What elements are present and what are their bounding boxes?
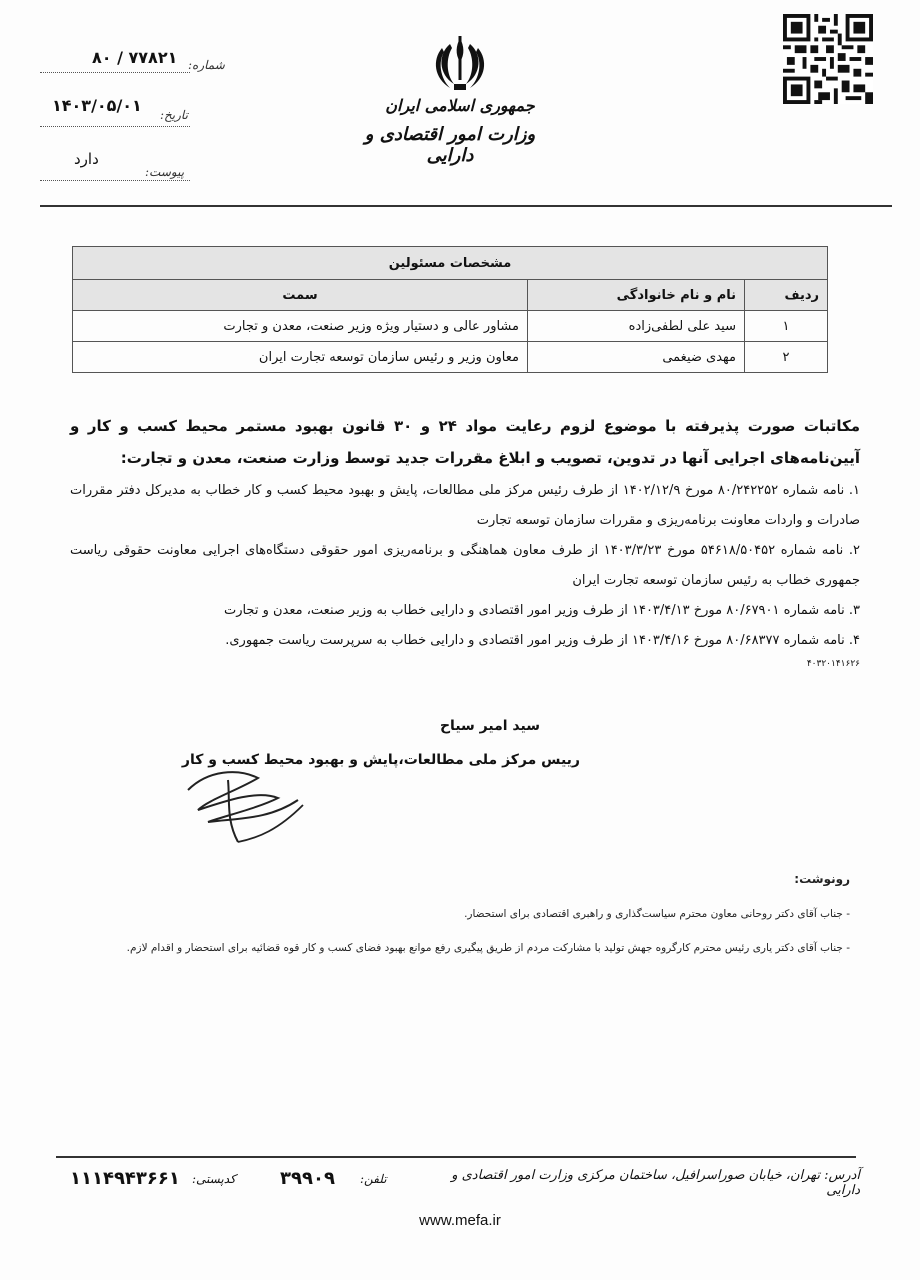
responsibles-table	[72, 246, 828, 373]
handwritten-signature-icon	[168, 760, 328, 850]
country-name: جمهوری اسلامی ایران	[385, 96, 535, 115]
cc-item: - جناب آقای دکتر روحانی معاون محترم سیاست‌گذاری و راهبری اقتصادی برای استحضار.	[464, 908, 850, 920]
row-position: مشاور عالی و دستیار ویژه وزیر صنعت، معدن و تجارت	[73, 311, 528, 342]
row-position: معاون وزیر و رئیس سازمان توسعه تجارت ایران	[73, 342, 528, 373]
column-header-position: سمت	[73, 280, 528, 311]
postal-label: کدپستی:	[192, 1172, 236, 1186]
website-link[interactable]: www.mefa.ir	[419, 1212, 501, 1229]
table-row	[73, 311, 828, 342]
footer-phone: ۳۹۹۰۹	[280, 1168, 335, 1189]
date-label: تاریخ:	[160, 108, 188, 122]
body-item: ۱. نامه شماره ۸۰/۲۴۲۲۵۲ مورخ ۱۴۰۲/۱۲/۹ از طرف رئیس مرکز ملی مطالعات، پایش و بهبود محیط کسب و کار خطاب به مدیرکل دفتر مقررات صادرات و واردات معاونت برنامه‌ریزی و مقررات سازمان توسعه تجارت	[70, 483, 860, 528]
body-item: ۴. نامه شماره ۸۰/۶۸۳۷۷ مورخ ۱۴۰۳/۴/۱۶ از طرف وزیر امور اقتصادی و دارایی خطاب به سرپرست ریاست جمهوری.	[225, 633, 860, 648]
header-divider	[40, 205, 892, 207]
cc-item: - جناب آقای دکتر یاری رئیس محترم کارگروه جهش تولید با مشارکت مردم از طریق پیگیری رفع موانع بهبود فضای کسب و کار قوه قضائیه برای استحضار و اقدام لازم.	[126, 942, 850, 954]
signer-name: سید امیر سیاح	[439, 718, 541, 734]
column-header-name: نام و نام خانوادگی	[528, 280, 745, 311]
letter-number: ۸۰ / ۷۷۸۲۱	[92, 48, 178, 67]
qr-code-icon	[782, 14, 874, 104]
table-row	[73, 342, 828, 373]
footer-address: آدرس: تهران، خیابان صوراسرافیل، ساختمان مرکزی وزارت امور اقتصادی و دارایی	[451, 1168, 860, 1198]
table-title: مشخصات مسئولین	[73, 247, 828, 280]
letter-body	[70, 410, 860, 672]
body-heading: مکاتبات صورت پذیرفته با موضوع لزوم رعایت مواد ۲۴ و ۳۰ قانون بهبود مستمر محیط کسب و کار و آیین‌نامه‌های اجرایی آنها در تدوین، تصویب و ابلاغ مقررات جدید توسط وزارت صنعت، معدن و تجارت:	[70, 417, 860, 467]
row-index: ۱	[745, 311, 828, 342]
ministry-name: وزارت امور اقتصادی و دارایی	[364, 124, 536, 166]
signer-title: رییس مرکز ملی مطالعات،پایش و بهبود محیط کسب و کار	[181, 752, 580, 768]
attachment-value: دارد	[74, 150, 99, 168]
footer-postal-code: ۱۱۱۴۹۴۳۶۶۱	[70, 1168, 180, 1189]
cc-label: رونوشت:	[794, 872, 850, 886]
attachment-label: پیوست:	[145, 165, 185, 179]
row-name: مهدی ضیغمی	[528, 342, 745, 373]
column-header-index: ردیف	[745, 280, 828, 311]
row-name: سید علی لطفی‌زاده	[528, 311, 745, 342]
letter-date: ۱۴۰۳/۰۵/۰۱	[52, 96, 142, 115]
body-item: ۳. نامه شماره ۸۰/۶۷۹۰۱ مورخ ۱۴۰۳/۴/۱۳ از طرف وزیر امور اقتصادی و دارایی خطاب به وزیر صنعت، معدن و تجارت	[223, 603, 860, 618]
number-label: شماره:	[188, 58, 225, 72]
iran-emblem-icon	[428, 32, 492, 96]
body-item: ۲. نامه شماره ۵۴۶۱۸/۵۰۴۵۲ مورخ ۱۴۰۳/۳/۲۳ از طرف معاون هماهنگی و برنامه‌ریزی امور حقوقی دستگاه‌های اجرایی معاونت حقوقی ریاست جمهوری خطاب به رئیس سازمان توسعه تجارت ایران	[70, 543, 860, 588]
phone-label: تلفن:	[360, 1172, 387, 1186]
row-index: ۲	[745, 342, 828, 373]
footer-divider	[56, 1156, 856, 1158]
tracking-code: ۴۰۳۲۰۱۴۱۶۲۶	[806, 659, 860, 669]
